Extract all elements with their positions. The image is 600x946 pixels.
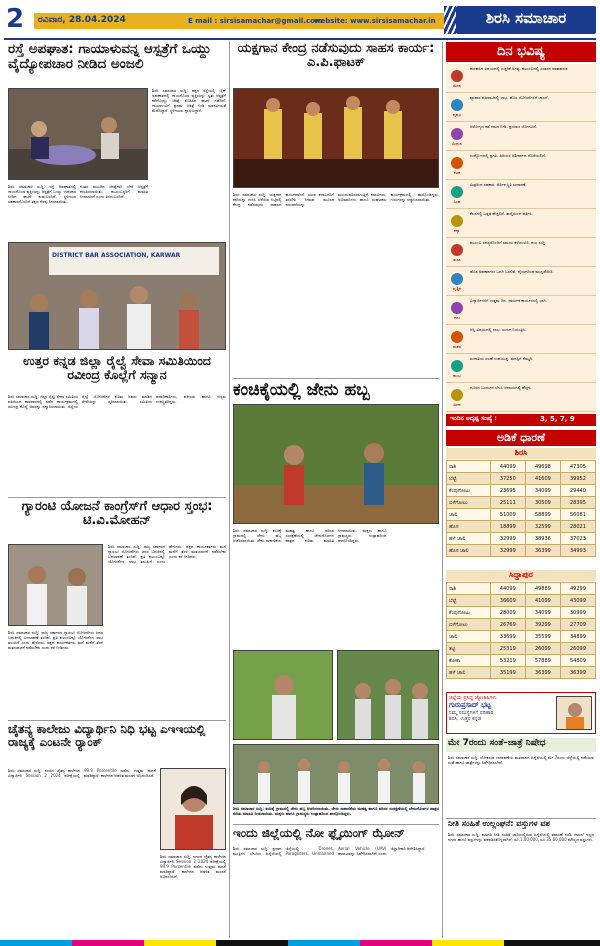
market-variety: ಬಿಳೆಗೋಟು [447, 619, 491, 631]
market-price: 34099 [525, 607, 560, 619]
beekeeping-illustration [234, 651, 333, 740]
market-price: 32599 [525, 521, 560, 533]
lucky-numbers: 3, 5, 7, 9 [540, 415, 575, 423]
market-price: 23695 [490, 485, 525, 497]
horoscope-sign-4 [446, 180, 596, 209]
zodiac-sign-icon [446, 180, 468, 208]
market-price: 30509 [525, 497, 560, 509]
honey-crowd-illustration [338, 651, 439, 740]
zodiac-sign-name: ಕನ್ಯಾ [454, 227, 460, 233]
violation-body: ಶಿರಸಿ ಸಮಾಚಾರ ಸುದ್ದಿ: ಮಾದರಿ ನೀತಿ ಸಂಹಿತೆ ಜಾರಿಯಲ್ಲಿರುವ ಹಿನ್ನೆಲೆಯಲ್ಲಿ ತಪಾಸಣೆ ನಡೆಸಿ ದಾಖಲೆ ಇಲ್ಲದ ನಗದು ಹಾಗೂ ವಸ್ತುಗಳನ್ನು ವಶಪಡಿಸಿಕೊಳ್ಳಲಾಗಿದೆ. ರೂ.1,00,000, ರೂ.35,60,000 ಮೌಲ್ಯದ ವಸ್ತುಗಳು. [448, 832, 594, 842]
market-variety: ಕೆಂಪುಗೋಟು [447, 607, 491, 619]
speaker-illustration [9, 545, 103, 626]
drone-body: ಶಿರಸಿ ಸಮಾಚಾರ ಸುದ್ದಿ: ಪ್ರಧಾನ ಮಂತ್ರಿಗಳ ಭೇಟಿಯ ಹಿನ್ನೆಲೆಯಲ್ಲಿ ಜಿಲ್ಲೆಯಲ್ಲಿ Drones, Paragliders, Unmanned Aerial Vehicle (UAV) ಹಾರಾಟವನ್ನು ನಿಷೇಧಿಸಲಾಗಿದೆ ಎಂದು ಜಿಲ್ಲಾಧಿಕಾರಿ ಆದೇಶಿಸಿದ್ದಾರೆ. [233, 846, 426, 856]
market-price: 51009 [490, 509, 525, 521]
market-price: 27709 [560, 619, 595, 631]
zodiac-sign-icon [446, 325, 468, 353]
horoscope-sign-6 [446, 238, 596, 267]
horoscope-sign-7 [446, 267, 596, 296]
zodiac-sign-icon [446, 209, 468, 237]
market-row [447, 595, 596, 607]
guarantee-body-lower: ಶಿರಸಿ ಸಮಾಚಾರ ಸುದ್ದಿ: ರಾಜ್ಯ ಸರ್ಕಾರದ ಗ್ಯಾರಂಟಿ ಯೋಜನೆಗಳು ಜನರ ಬದುಕಿನಲ್ಲಿ ಬದಲಾವಣೆ ತಂದಿವೆ. ಪ್ರತಿ ಕುಟುಂಬಕ್ಕೂ ಯೋಜನೆಗಳ ಲಾಭ ತಲುಪಿದೆ ಎಂದು ಹೇಳಿದರು. ಪಕ್ಷದ ಕಾರ್ಯಕರ್ತರು ಮನೆ ಮನೆಗೆ ತೆರಳಿ ಮತಯಾಚನೆ ನಡೆಸಬೇಕು ಎಂದು ಕರೆ ನೀಡಿದರು. [8, 630, 103, 650]
zodiac-sign-name: ಮಕರ [453, 343, 461, 349]
masthead-website: website: www.sirsisamachar.in [314, 17, 436, 25]
zodiac-sign-icon [446, 64, 468, 92]
ad-line-1: ಜಿಲ್ಲೆಯ ಪ್ರಸಿದ್ಧ ಜ್ಯೋತಿಷಿಗಳು [449, 695, 497, 701]
market-row [447, 607, 596, 619]
market-variety: ಕೆಂಪುಗೋಟು [447, 485, 491, 497]
honey-photo-3 [337, 650, 439, 740]
market-variety: ಹಳೆ ಚಾಲಿ [447, 533, 491, 545]
market-row [447, 461, 596, 473]
masthead-rule [4, 38, 596, 40]
market-price: 44099 [490, 461, 525, 473]
drone-rule [233, 824, 439, 825]
chaitanya-photo [160, 768, 226, 850]
may7-headline: ಮೇ 7ರಂದು ಸಂತೆ–ಜಾತ್ರೆ ನಿಷೇಧ [448, 738, 546, 748]
guarantee-headline: ಗ್ಯಾರಂಟಿ ಯೋಜನೆ ಕಾಂಗ್ರೆಸ್‌ಗೆ ಆಧಾರ ಸ್ತಂಭ: ಟಿ.ವಿ.ಮೋಹನ್ [21, 499, 213, 529]
market-row [447, 643, 596, 655]
zodiac-sign-name: ತುಲಾ [453, 256, 461, 262]
zodiac-sign-icon [446, 296, 468, 324]
student-portrait [161, 769, 226, 850]
zodiac-sign-name: ಸಿಂಹ [453, 198, 461, 204]
accident-body-mid: ನಂತರ ಮುಂದಿನ ಚಿಕಿತ್ಸೆಗಾಗಿ ಬೇರೆ ಆಸ್ಪತ್ರೆಗೆ ಕಳುಹಿಸಲಾಯಿತು. ಕುಟುಂಬಸ್ಥರಿಗೆ ಮಾಹಿತಿ ನೀಡಲಾಗಿದೆ ಎಂದು ತಿಳಿದುಬಂದಿದೆ. [80, 184, 148, 199]
market-variety: ಹಳೆ ಚಾಲಿ [447, 667, 491, 679]
market-price: 41099 [525, 595, 560, 607]
market-row [447, 667, 596, 679]
market-row [447, 533, 596, 545]
horoscope-title: ದಿನ ಭವಿಷ್ಯ [496, 44, 546, 59]
market-price: 26099 [525, 643, 560, 655]
zodiac-sign-text: ದೂರದ ಬಂಧುಗಳ ಭೇಟಿ. ಆದಾಯದಲ್ಲಿ ಹೆಚ್ಚಳ. [470, 385, 532, 390]
zodiac-sign-text: ಆರೋಗ್ಯದ ಕಡೆ ಗಮನ ನೀಡಿ. ಪ್ರಯಾಣ ಯೋಗವಿದೆ. [470, 124, 538, 129]
zodiac-sign-text: ಉದ್ಯೋಗದಲ್ಲಿ ಪ್ರಗತಿ. ಹಿರಿಯರ ಆಶೀರ್ವಾದ ದೊರೆಯಲಿದೆ. [470, 153, 547, 158]
paper-name: ಶಿರಸಿ ಸಮಾಚಾರ [485, 9, 567, 27]
market-variety: ರಾಶಿ [447, 461, 491, 473]
market-price: 39299 [525, 619, 560, 631]
market-price: 35199 [490, 667, 525, 679]
market-variety: ಹೊಸ [447, 521, 491, 533]
guarantee-rule [8, 497, 226, 498]
masthead-stripes [444, 6, 456, 34]
zodiac-sign-icon [446, 267, 468, 295]
horoscope-sign-11 [446, 383, 596, 412]
zodiac-sign-name: ಮೀನ [453, 401, 461, 407]
masthead [0, 0, 600, 38]
market-price: 36609 [490, 595, 525, 607]
horoscope-sign-1 [446, 93, 596, 122]
market-price: 39952 [560, 473, 595, 485]
honey-caption: ಶಿರಸಿ ಸಮಾಚಾರ ಸುದ್ದಿ: ಕಂಚಿಕೈ ಗ್ರಾಮದಲ್ಲಿ ಜೇನು ಹಬ್ಬ ಆಚರಿಸಲಾಯಿತು. ಜೇನು ಸಾಕಾಣಿಕೆಯ ಮಹತ್ವ ಹಾಗೂ ಪರಿಸರ ಸಂರಕ್ಷಣೆಯಲ್ಲಿ ಜೇನುನೊಣಗಳ ಪಾತ್ರದ ಕುರಿತು ಮಾಹಿತಿ ನೀಡಲಾಯಿತು. ಮಕ್ಕಳು ಹಾಗೂ ಗ್ರಾಮಸ್ಥರು ಉತ್ಸಾಹದಿಂದ ಪಾಲ್ಗೊಂಡಿದ್ದರು. [233, 806, 439, 816]
market-variety: ಹೊಸ ಚಾಲಿ [447, 545, 491, 557]
guarantee-body: ಶಿರಸಿ ಸಮಾಚಾರ ಸುದ್ದಿ: ರಾಜ್ಯ ಸರ್ಕಾರದ ಗ್ಯಾರಂಟಿ ಯೋಜನೆಗಳು ಜನರ ಬದುಕಿನಲ್ಲಿ ಬದಲಾವಣೆ ತಂದಿವೆ. ಪ್ರತಿ ಕುಟುಂಬಕ್ಕೂ ಯೋಜನೆಗಳ ಲಾಭ ತಲುಪಿದೆ ಎಂದು ಹೇಳಿದರು. ಪಕ್ಷದ ಕಾರ್ಯಕರ್ತರು ಮನೆ ಮನೆಗೆ ತೆರಳಿ ಮತಯಾಚನೆ ನಡೆಸಬೇಕು ಎಂದು ಕರೆ ನೀಡಿದರು. [108, 544, 226, 564]
yakshagana-photo [233, 88, 439, 188]
zodiac-sign-text: ಹೊಸ ಅವಕಾಶಗಳು ಒದಗಿ ಬರಲಿವೆ. ಧೈರ್ಯದಿಂದ ಮುನ್ನಡೆಯಿರಿ. [470, 269, 554, 274]
chaitanya-body-lower: ಶಿರಸಿ ಸಮಾಚಾರ ಸುದ್ದಿ: ನಗರದ ಚೈತನ್ಯ ಕಾಲೇಜಿನ ವಿದ್ಯಾರ್ಥಿನಿ Session 2 2024 ಪರೀಕ್ಷೆಯಲ್ಲಿ 99.9 Percentile ಪಡೆದು ಉತ್ತಮ ಸಾಧನೆ ಮಾಡಿದ್ದಾರೆ. ಕಾಲೇಜಿನ ಆಡಳಿತ ಮಂಡಳಿ ಅಭಿನಂದಿಸಿದೆ. [160, 854, 226, 879]
market-row [447, 521, 596, 533]
column-rule-2 [442, 42, 443, 938]
felicitation-illustration [9, 243, 226, 350]
honey-photo-2 [233, 650, 333, 740]
market-price: 49889 [525, 583, 560, 595]
market-variety: ಬಿಳೆಗೋಟು [447, 497, 491, 509]
market-price: 49299 [560, 583, 595, 595]
market-sirsi-table [446, 460, 596, 557]
drone-headline: ಇಂದು ಜಿಲ್ಲೆಯಲ್ಲಿ ನೋ ಫ್ಲೈಯಿಂಗ್ ಝೋನ್ [233, 826, 405, 840]
footer-color-bar [0, 940, 600, 946]
market-variety: ಚಾಲಿ [447, 509, 491, 521]
market-row [447, 655, 596, 667]
zodiac-sign-icon [446, 151, 468, 179]
market-price: 28009 [490, 607, 525, 619]
market-price: 26769 [490, 619, 525, 631]
market-variety: ತಟ್ಟಿ [447, 643, 491, 655]
market-price: 44099 [490, 583, 525, 595]
zodiac-sign-name: ವೃಶ್ಚಿಕ [453, 285, 461, 291]
ad-line-3: ನಿಮ್ಮ ಸಮಸ್ಯೆಗಳಿಗೆ ಪರಿಹಾರ [449, 710, 494, 716]
market-price: 34099 [525, 485, 560, 497]
horoscope-list [446, 64, 596, 414]
market-price: 25111 [490, 497, 525, 509]
market-variety: ಬೆಟ್ಟೆ [447, 473, 491, 485]
market-price: 25319 [490, 643, 525, 655]
market-price: 41609 [525, 473, 560, 485]
horoscope-sign-2 [446, 122, 596, 151]
honey-festival-illustration [234, 405, 439, 524]
market-price: 43099 [560, 595, 595, 607]
violation-headline: ನೀತಿ ಸಂಹಿತೆ ಉಲ್ಲಂಘನೆ: ವಸ್ತುಗಳ ವಶ [448, 819, 550, 828]
chaitanya-rule [8, 720, 226, 721]
lucky-number-label: ಇಂದಿನ ಅದೃಷ್ಟ ಸಂಖ್ಯೆ : [450, 415, 497, 422]
zodiac-sign-text: ಮಿತ್ರರಿಂದ ಸಹಕಾರ. ಆರ್ಥಿಕ ಸ್ಥಿತಿ ಸುಧಾರಣೆ. [470, 182, 527, 187]
zodiac-sign-icon [446, 383, 468, 411]
market-price: 32999 [490, 545, 525, 557]
zodiac-sign-icon [446, 122, 468, 150]
zodiac-sign-icon [446, 238, 468, 266]
market-variety: ಚಾಲಿ [447, 631, 491, 643]
zodiac-sign-name: ಮಿಥುನ [452, 140, 462, 146]
honey-headline: ಕಂಚಿಕೈಯಲ್ಲಿ ಜೇನು ಹಬ್ಬ [233, 380, 370, 400]
market-price: 35599 [525, 631, 560, 643]
accident-body-left: ಶಿರಸಿ ಸಮಾಚಾರ ಸುದ್ದಿ: ರಸ್ತೆ ಅಪಘಾತದಲ್ಲಿ ಗಾಯಗೊಂಡ ವ್ಯಕ್ತಿಯನ್ನು ಆಸ್ಪತ್ರೆಗೆ ಒಯ್ದು ಉಪಚಾರ ನೀಡಿದ ಘಟನೆ ಕಂಡುಬಂದಿದೆ. ಸ್ಥಳೀಯರ ಸಹಕಾರದೊಂದಿಗೆ ತಕ್ಷಣ ನೆರವು ನೀಡಲಾಯಿತು. [8, 184, 76, 204]
railway-headline: ಉತ್ತರ ಕನ್ನಡ ಜಿಲ್ಲಾ ರೈಲ್ವೆ ಸೇವಾ ಸಮಿತಿಯಿಂದ ರವೀಂದ್ರ ಕೊಲ್ಲೆಗೆ ಸನ್ಮಾನ [23, 353, 211, 382]
market-row [447, 473, 596, 485]
astrologer-portrait [557, 697, 592, 730]
market-price: 54809 [560, 655, 595, 667]
market-row [447, 485, 596, 497]
honey-photo-1 [233, 404, 439, 524]
page-number: 2 [6, 4, 25, 34]
railway-banner-text: DISTRICT BAR ASSOCIATION, KARWAR [52, 252, 181, 259]
zodiac-sign-text: ಆಸ್ತಿ ವಿಷಯದಲ್ಲಿ ಲಾಭ. ಖರ್ಚು ನಿಯಂತ್ರಿಸಿ. [470, 327, 527, 332]
market-siddapur-title: ಸಿದ್ದಾಪುರ [446, 570, 596, 581]
zodiac-sign-text: ಸಂಗಾತಿಯ ಸಲಹೆ ಉಪಯುಕ್ತ. ಮನಸ್ಸಿಗೆ ನೆಮ್ಮದಿ. [470, 356, 534, 361]
market-price: 37250 [490, 473, 525, 485]
market-variety: ರಾಶಿ [447, 583, 491, 595]
market-price: 56081 [560, 509, 595, 521]
column-rule-1 [229, 42, 230, 938]
market-row [447, 619, 596, 631]
honey-photo-4 [233, 744, 439, 804]
zodiac-sign-name: ವೃಷಭ [452, 111, 462, 117]
ad-portrait [556, 696, 592, 730]
zodiac-sign-name: ಧನು [453, 314, 461, 320]
yakshagana-headline: ಯಕ್ಷಗಾನ ಕೇಂದ್ರ ನಡೆಸುವುದು ಸಾಹಸ ಕಾರ್ಯ: ಎ.ಪಿ.ಫಾಟಕ್ [237, 41, 435, 71]
market-variety: ಕೋಕಾ [447, 655, 491, 667]
market-price: 38936 [525, 533, 560, 545]
chaitanya-headline: ಚೈತನ್ಯ ಕಾಲೇಜು ವಿದ್ಯಾರ್ಥಿನಿ ನಿಧಿ ಭಟ್ಟ ಎಇಇಯಲ್ಲಿ ರಾಜ್ಯಕ್ಕೆ ಎಂಟನೇ ರ‍್ಯಾಂಕ್ [8, 722, 206, 750]
market-price: 26099 [560, 643, 595, 655]
zodiac-sign-name: ಮೇಷ [453, 82, 461, 88]
zodiac-sign-text: ಕೆಲಸದಲ್ಲಿ ಒತ್ತಡ ಹೆಚ್ಚಲಿದೆ. ತಾಳ್ಮೆಯಿಂದ ವರ್ತಿಸಿ. [470, 211, 533, 216]
market-price: 36399 [525, 545, 560, 557]
masthead-email: E mail : sirsisamachar@gmail.com [188, 17, 323, 25]
zodiac-sign-text: ಕುಟುಂಬ ಸದಸ್ಯರೊಂದಿಗೆ ಸಮಯ ಕಳೆಯುವಿರಿ. ಶುಭ ಸುದ್ದಿ. [470, 240, 547, 245]
zodiac-sign-name: ಕಟಕ [453, 169, 461, 175]
zodiac-sign-text: ವ್ಯಾಪಾರ ವಹಿವಾಟಿನಲ್ಲಿ ಲಾಭ. ಹೊಸ ಯೋಜನೆಗಳಿಗೆ ಚಾಲನೆ. [470, 95, 549, 100]
honey-body: ಶಿರಸಿ ಸಮಾಚಾರ ಸುದ್ದಿ: ಕಂಚಿಕೈ ಗ್ರಾಮದಲ್ಲಿ ಜೇನು ಹಬ್ಬ ಆಚರಿಸಲಾಯಿತು. ಜೇನು ಸಾಕಾಣಿಕೆಯ ಮಹತ್ವ ಹಾಗೂ ಪರಿಸರ ಸಂರಕ್ಷಣೆಯಲ್ಲಿ ಜೇನುನೊಣಗಳ ಪಾತ್ರದ ಕುರಿತು ಮಾಹಿತಿ ನೀಡಲಾಯಿತು. ಮಕ್ಕಳು ಹಾಗೂ ಗ್ರಾಮಸ್ಥರು ಉತ್ಸಾಹದಿಂದ ಪಾಲ್ಗೊಂಡಿದ್ದರು. [233, 528, 387, 543]
accident-scene-illustration [9, 89, 148, 180]
horoscope-sign-0 [446, 64, 596, 93]
market-price: 34993 [560, 545, 595, 557]
market-row [447, 583, 596, 595]
horoscope-sign-10 [446, 354, 596, 383]
chaitanya-body: ಶಿರಸಿ ಸಮಾಚಾರ ಸುದ್ದಿ: ನಗರದ ಚೈತನ್ಯ ಕಾಲೇಜಿನ ವಿದ್ಯಾರ್ಥಿನಿ Session 2 2024 ಪರೀಕ್ಷೆಯಲ್ಲಿ 99.9 Percentile ಪಡೆದು ಉತ್ತಮ ಸಾಧನೆ ಮಾಡಿದ್ದಾರೆ. ಕಾಲೇಜಿನ ಆಡಳಿತ ಮಂಡಳಿ ಅಭಿನಂದಿಸಿದೆ. [8, 768, 156, 778]
market-row [447, 631, 596, 643]
market-price: 34899 [560, 631, 595, 643]
market-price: 47305 [560, 461, 595, 473]
market-price: 36399 [560, 667, 595, 679]
zodiac-sign-text: ಹಣಕಾಸಿನ ವಿಷಯದಲ್ಲಿ ಎಚ್ಚರಿಕೆ ಅಗತ್ಯ. ಕುಟುಂಬದಲ್ಲಿ ಸಂತಸದ ವಾತಾವರಣ. [470, 66, 569, 71]
ad-line-2: ಗುರುಪ್ರಸಾದ್ ಭಟ್ಟ [449, 701, 492, 709]
market-row [447, 545, 596, 557]
market-price: 36399 [525, 667, 560, 679]
market-row [447, 509, 596, 521]
market-sirsi-title: ಶಿರಸಿ [446, 448, 596, 459]
market-price: 57889 [525, 655, 560, 667]
zodiac-sign-name: ಕುಂಭ [453, 372, 461, 378]
market-price: 32999 [490, 533, 525, 545]
masthead-date: ರವಿವಾರ, 28.04.2024 [38, 15, 126, 25]
market-price: 37023 [560, 533, 595, 545]
accident-headline: ರಸ್ತೆ ಅಪಘಾತ: ಗಾಯಾಳುವನ್ನ ಆಸ್ಪತ್ರೆಗೆ ಒಯ್ದು ವೈದ್ಯೋಪಚಾರ ನೀಡಿದ ಅಂಜಲಿ [8, 41, 211, 72]
market-price: 53219 [490, 655, 525, 667]
yakshagana-stage-illustration [234, 89, 439, 188]
horoscope-sign-8 [446, 296, 596, 325]
horoscope-sign-3 [446, 151, 596, 180]
ad-line-4: ಶಿರಸಿ, ಉತ್ತರ ಕನ್ನಡ [449, 716, 482, 722]
market-siddapur-table [446, 582, 596, 679]
yakshagana-body: ಶಿರಸಿ ಸಮಾಚಾರ ಸುದ್ದಿ: ಯಕ್ಷಗಾನ ಕಲೆಯನ್ನು ಉಳಿಸಿ ಬೆಳೆಸುವ ನಿಟ್ಟಿನಲ್ಲಿ ಕೇಂದ್ರ ನಡೆಸುವುದು ಸಾಹಸದ ಕಾರ್ಯವಾಗಿದೆ. ಯುವ ಕಲಾವಿದರಿಗೆ ತರಬೇತಿ ನೀಡುವ ಮೂಲಕ ಪರಂಪರೆಯನ್ನು ಮುಂದುವರಿಸಲಾಗುತ್ತಿದೆ. ಕಲಾವಿದರು, ಅಭಿಮಾನಿಗಳು ಹಾಗೂ ಸಂಘಟಕರು ಕಾರ್ಯಕ್ರಮದಲ್ಲಿ ಪಾಲ್ಗೊಂಡಿದ್ದರು. ಗುರುಗಳನ್ನು ಸನ್ಮಾನಿಸಲಾಯಿತು. [233, 192, 439, 207]
guarantee-photo [8, 544, 103, 626]
accident-body-right: ಶಿರಸಿ ಸಮಾಚಾರ ಸುದ್ದಿ: ಪಕ್ಕದ ರಸ್ತೆಯಲ್ಲಿ ಬೈಕ್ ಅಪಘಾತದಲ್ಲಿ ಗಾಯಗೊಂಡ ವ್ಯಕ್ತಿಯನ್ನು ಸ್ವತಃ ಆಸ್ಪತ್ರೆಗೆ ಕರೆದೊಯ್ದು ಚಿಕಿತ್ಸೆ ಕೊಡಿಸಿದ ಘಟನೆ ನಡೆದಿದೆ. ಗಾಯಾಳುವಿಗೆ ಪ್ರಥಮ ಚಿಕಿತ್ಸೆ ನೀಡಿ ಮಾನವೀಯತೆ ಮೆರೆದಿದ್ದಾರೆ. ಸ್ಥಳೀಯರು ಶ್ಲಾಘಿಸಿದ್ದಾರೆ. [152, 88, 226, 113]
horoscope-sign-5 [446, 209, 596, 238]
railway-body: ಶಿರಸಿ ಸಮಾಚಾರ ಸುದ್ದಿ: ಜಿಲ್ಲಾ ರೈಲ್ವೆ ಸೇವಾ ಸಮಿತಿಯ ವತಿಯಿಂದ ಕಾರವಾರದಲ್ಲಿ ನಡೆದ ಕಾರ್ಯಕ್ರಮದಲ್ಲಿ ರವೀಂದ್ರ ಕೊಲ್ಲೆ ಅವರನ್ನು ಸನ್ಮಾನಿಸಲಾಯಿತು. ಜಿಲ್ಲೆಯ ರೈಲ್ವೆ ಯೋಜನೆಗಳ ಕುರಿತು ಅವರು ಮಾಡಿದ ಸೇವೆಯನ್ನು ಸ್ಮರಿಸಲಾಯಿತು. ಸಮಿತಿಯ ಪದಾಧಿಕಾರಿಗಳು, ವಕೀಲರು ಹಾಗೂ ಗಣ್ಯರು ಉಪಸ್ಥಿತರಿದ್ದರು. [8, 394, 226, 409]
zodiac-sign-icon [446, 93, 468, 121]
honey-rule [233, 378, 439, 379]
market-variety: ಬೆಟ್ಟೆ [447, 595, 491, 607]
market-price: 30999 [560, 607, 595, 619]
market-price: 58899 [525, 509, 560, 521]
market-price: 28021 [560, 521, 595, 533]
market-price: 28395 [560, 497, 595, 509]
market-price: 33699 [490, 631, 525, 643]
may7-body: ಶಿರಸಿ ಸಮಾಚಾರ ಸುದ್ದಿ: ಲೋಕಸಭಾ ಚುನಾವಣೆಯ ಮತದಾನದ ಹಿನ್ನೆಲೆಯಲ್ಲಿ ಮೇ 7ರಂದು ಜಿಲ್ಲೆಯಲ್ಲಿ ನಡೆಯುವ ಸಂತೆ ಹಾಗೂ ಜಾತ್ರೆಗಳನ್ನು ನಿಷೇಧಿಸಲಾಗಿದೆ. [448, 755, 594, 765]
accident-photo [8, 88, 148, 180]
market-row [447, 497, 596, 509]
horoscope-sign-9 [446, 325, 596, 354]
zodiac-sign-icon [446, 354, 468, 382]
market-price: 18899 [490, 521, 525, 533]
market-title: ಅಡಿಕೆ ಧಾರಣೆ [496, 431, 546, 444]
market-price: 49698 [525, 461, 560, 473]
zodiac-sign-text: ವಿದ್ಯಾರ್ಥಿಗಳಿಗೆ ಉತ್ತಮ ದಿನ. ಧಾರ್ಮಿಕ ಕಾರ್ಯಗಳಲ್ಲಿ ಭಾಗಿ. [470, 298, 548, 303]
honey-group-illustration [234, 745, 439, 804]
market-price: 29440 [560, 485, 595, 497]
